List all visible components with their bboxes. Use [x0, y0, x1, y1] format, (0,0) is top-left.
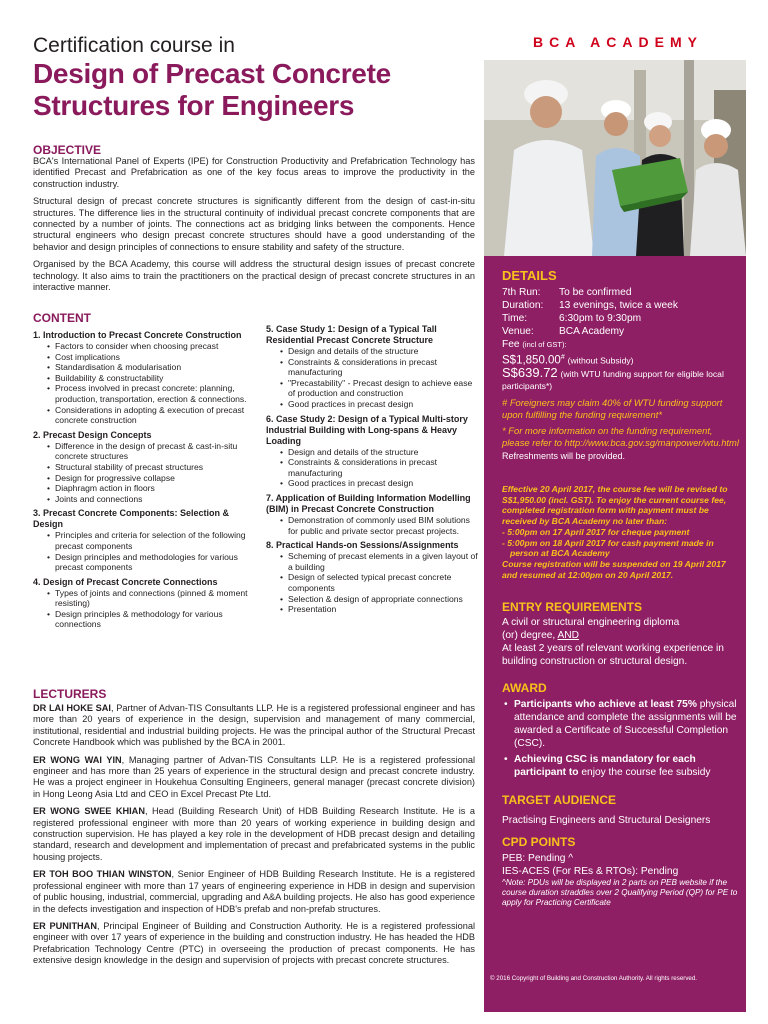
- list-item: • Design principles and methodologies for various precast components: [47, 552, 261, 573]
- content-heading: CONTENT: [33, 311, 91, 325]
- fee-amount-1: S$1,850.00: [502, 354, 561, 367]
- module-list: [280, 447, 478, 489]
- award-item: [502, 753, 742, 779]
- award-item: [502, 698, 742, 750]
- entry-line-1: A civil or structural engineering diploma: [502, 617, 680, 628]
- objective-paragraph: BCA's International Panel of Experts (IPE) for Construction Productivity and Prefabrication Technology has identified Precast and Prefabrication as one of the key focus areas to improve the productivity in the construction industry.: [33, 156, 475, 189]
- list-item: • Scheming of precast elements in a given layout of a building: [280, 551, 478, 572]
- module-list: [280, 551, 478, 615]
- details-label: Duration:: [502, 300, 544, 311]
- lecturer-name: ER TOH BOO THIAN WINSTON: [33, 869, 172, 880]
- side-panel: [484, 256, 746, 1012]
- list-item: • Good practices in precast design: [280, 478, 478, 489]
- list-item: • Design of selected typical precast concrete components: [280, 572, 478, 593]
- lecturer-desc: , Partner of Advan-TIS Consultants LLP. He is a registered professional engineer and has more than 20 years of experience in the design, supervision and management of many commercial, institutional, residential and industrial building projects. He was the principal author of the Structural Precast Concrete Handbook which was published by the BCA in 2001.: [33, 703, 476, 748]
- fee-label: Fee: [502, 339, 520, 350]
- entry-heading: ENTRY REQUIREMENTS: [502, 600, 643, 614]
- photo-illustration: [484, 60, 746, 256]
- notice-line: - 5:00pm on 17 April 2017 for cheque payment: [502, 526, 690, 537]
- entry-and: AND: [557, 630, 580, 641]
- list-item: • Standardisation & modularisation: [47, 362, 261, 373]
- list-item: • Considerations in adopting & execution of precast concrete construction: [47, 405, 261, 426]
- lecturer-bio: [33, 806, 475, 863]
- lecturer-desc: , Head (Building Research Unit) of HDB Building Research Institute. He is a registered professional engineer with more than 20 years of working experience in building design and construction supervision. He has played a key role in the development of HDB precast design and detailing standard, research and development and implementation of precast and prefabricated systems in the public housing projects.: [33, 806, 475, 862]
- lecturer-desc: , Principal Engineer of Building and Construction Authority. He is a registered professional engineer with over 17 years of experience in the building and construction industry. He has headed the HDB Prefabrication Technology Centre (PTC) in overseeing the production of precast components. He has extensive design knowledge in the design and supervision of projects with precast concrete structures.: [33, 920, 475, 966]
- details-row: [502, 312, 742, 325]
- award-rest: physical attendance and complete the assignments will be awarded a Certificate of Successful Completion (CSC).: [514, 699, 737, 749]
- module-list: [280, 346, 478, 410]
- fee-line: [502, 338, 742, 351]
- cpd-peb: PEB: Pending ^: [502, 853, 574, 864]
- list-item: • Cost implications: [47, 352, 261, 363]
- entry-or-degree: (or) degree,: [502, 630, 558, 641]
- details-value: 13 evenings, twice a week: [559, 300, 678, 311]
- list-item: • Design for progressive collapse: [47, 473, 261, 484]
- module-list: [280, 515, 478, 536]
- module-title: 7. Application of Building Information Modelling (BIM) in Precast Concrete Construction: [266, 492, 471, 514]
- module-title: 4. Design of Precast Concrete Connections: [33, 576, 218, 587]
- copyright: © 2016 Copyright of Building and Construction Authority. All rights reserved.: [490, 975, 698, 982]
- module-title: 8. Practical Hands-on Sessions/Assignments: [266, 540, 459, 551]
- list-item: • "Precastability" - Precast design to achieve ease of production and construction: [280, 378, 478, 399]
- list-item: • Difference in the design of precast & cast-in-situ concrete structures: [47, 441, 261, 462]
- cpd-ies: IES-ACES (For REs & RTOs): Pending: [502, 866, 679, 877]
- target-text: Practising Engineers and Structural Designers: [502, 815, 711, 826]
- brand-logo: BCA ACADEMY: [533, 34, 703, 50]
- lecturer-name: ER WONG SWEE KHIAN: [33, 806, 145, 817]
- notice-line: - 5:00pm on 18 April 2017 for cash payment made in person at BCA Academy: [502, 537, 714, 559]
- fee-amount-2: S$639.72: [502, 365, 558, 381]
- entry-line-3: At least 2 years of relevant working experience in building construction or structural design.: [502, 643, 724, 667]
- cpd-text: [502, 852, 742, 908]
- lecturer-bio: [33, 921, 475, 967]
- module-list: [47, 588, 261, 630]
- cpd-heading: CPD POINTS: [502, 835, 576, 849]
- list-item: • Constraints & considerations in precast manufacturing: [280, 457, 478, 478]
- module-title: 3. Precast Concrete Components: Selection & Design: [33, 508, 230, 530]
- list-item: • Buildability & constructability: [47, 373, 261, 384]
- list-item: • Joints and connections: [47, 494, 261, 505]
- module-list: [47, 441, 261, 505]
- details-label: Venue:: [502, 326, 534, 337]
- lecturer-desc: , Senior Engineer of HDB Building Research Institute. He is a registered professional engineer with more than 17 years of engineering experience in HDB in design and supervision of public housing, industrial, commercial, upgrading and A&A building projects. He also has good experience in the defects investigation and inspection of HDB's prefab and non-prefab structures.: [33, 869, 475, 914]
- list-item: • Principles and criteria for selection of the following precast components: [47, 530, 261, 551]
- entry-line-2: [502, 629, 742, 642]
- list-item: • Constraints & considerations in precast manufacturing: [280, 357, 478, 378]
- content-left-column: [33, 330, 261, 630]
- details-value: 6:30pm to 9:30pm: [559, 313, 642, 324]
- notice-line: Course registration will be suspended on 19 April 2017 and resumed at 12:00pm on 20 April 2017.: [502, 558, 726, 580]
- module-list: [47, 530, 261, 572]
- list-item: • Structural stability of precast structures: [47, 462, 261, 473]
- module-list: [47, 341, 261, 426]
- lecturer-bio: [33, 869, 475, 915]
- details-heading: DETAILS: [502, 268, 557, 283]
- foreigner-note: # Foreigners may claim 40% of WTU funding support upon fulfilling the funding requirement*: [502, 397, 723, 420]
- list-item: • Factors to consider when choosing precast: [47, 341, 261, 352]
- fee-revision-notice: [502, 484, 742, 580]
- fee-note-1: (without Subsidy): [567, 355, 634, 366]
- lecturer-desc: , Managing partner of Advan-TIS Consultants LLP. He is a registered professional engineer and has more than 25 years of experience in the structural design and precast concrete industry. He was a project engineer in Houkehua Consulting Engineers, general manager (precast concrete division) in Hong Leong Asia Ltd and CEO in Excel Precast Pte Ltd.: [33, 754, 475, 799]
- module-title: 5. Case Study 1: Design of a Typical Tall Residential Precast Concrete Structure: [266, 324, 437, 345]
- details-row: [502, 325, 742, 338]
- course-pretitle: Certification course in: [33, 34, 235, 57]
- list-item: • Design and details of the structure: [280, 346, 478, 357]
- fee-small: (incl of GST):: [522, 340, 567, 349]
- list-item: • Process involved in precast concrete: planning, production, transportation, erection & connections.: [47, 383, 261, 404]
- details-value: To be confirmed: [559, 287, 632, 298]
- list-item: • Good practices in precast design: [280, 399, 478, 410]
- module-title: 6. Case Study 2: Design of a Typical Multi-story Industrial Building with Long-spans & Heavy Loading: [266, 413, 468, 446]
- award-bold: Achieving CSC is mandatory for each participant to: [514, 754, 696, 778]
- award-heading: AWARD: [502, 681, 547, 695]
- award-bold: Participants who achieve at least 75%: [514, 699, 697, 710]
- module-title: 2. Precast Design Concepts: [33, 429, 152, 440]
- objective-paragraph: Structural design of precast concrete structures is significantly different from the design of cast-in-situ structures. The difference lies in the structural continuity of individual precast concrete components that are connected by a number of joints. The connections act as bridging links between the components. Hence structural engineers who design precast concrete structures should have a good understanding of the behavior and design principles of connections to ensure stability and safety of the structure.: [33, 196, 475, 252]
- list-item: • Design principles & methodology for various connections: [47, 609, 261, 630]
- lecturer-bio: [33, 755, 475, 801]
- engineers-photo: [484, 60, 746, 256]
- cpd-note: ^Note: PDUs will be displayed in 2 parts on PEB website if the course duration straddles over 2 Qualifying Period (QP) for PE to apply for Practicing Certificate: [502, 878, 738, 907]
- lecturers-heading: LECTURERS: [33, 687, 107, 701]
- fee-mark: #: [560, 354, 565, 361]
- list-item: • Diaphragm action in floors: [47, 483, 261, 494]
- fee-note-2: (with WTU funding support for eligible local participants*): [502, 369, 724, 391]
- list-item: • Design and details of the structure: [280, 447, 478, 458]
- lecturer-name: ER PUNITHAN: [33, 920, 97, 931]
- list-item: • Selection & design of appropriate connections: [280, 594, 478, 605]
- lecturers-text: [33, 703, 475, 973]
- content-right-column: [266, 324, 478, 615]
- lecturer-name: DR LAI HOKE SAI: [33, 703, 111, 713]
- entry-text: [502, 616, 742, 668]
- details-row: [502, 299, 742, 312]
- list-item: • Types of joints and connections (pinned & moment resisting): [47, 588, 261, 609]
- module-title: 1. Introduction to Precast Concrete Construction: [33, 330, 242, 340]
- details-block: [502, 286, 742, 463]
- award-rest: enjoy the course fee subsidy: [578, 767, 711, 778]
- details-row: [502, 286, 742, 299]
- lecturer-name: ER WONG WAI YIN: [33, 754, 122, 765]
- list-item: • Demonstration of commonly used BIM solutions for public and private sector precast projects.: [280, 515, 478, 536]
- target-heading: TARGET AUDIENCE: [502, 793, 616, 807]
- fee-with-subsidy: [502, 367, 742, 392]
- notice-line: Effective 20 April 2017, the course fee will be revised to S$1,950.00 (incl. GST). To enjoy the current course fee, completed registration form with payment must be received by BCA Academy no later than:: [502, 484, 728, 527]
- list-item: • Presentation: [280, 604, 478, 615]
- refreshments: Refreshments will be provided.: [502, 451, 626, 462]
- award-list: [502, 698, 742, 782]
- objective-heading: OBJECTIVE: [33, 143, 102, 157]
- course-title: Design of Precast Concrete Structures for Engineers: [33, 58, 391, 121]
- details-value: BCA Academy: [559, 326, 625, 337]
- objective-text: [33, 156, 475, 299]
- lecturer-bio: [33, 703, 475, 749]
- objective-paragraph: Organised by the BCA Academy, this course will address the structural design issues of precast concrete technology. It also aims to train the practitioners on the practical design of precast concrete structures in an interactive manner.: [33, 259, 475, 293]
- details-label: Time:: [502, 313, 528, 324]
- funding-note: * For more information on the funding requirement, please refer to http://www.bca.gov.sg/manpower/wtu.html: [502, 425, 739, 448]
- details-label: 7th Run:: [502, 287, 541, 298]
